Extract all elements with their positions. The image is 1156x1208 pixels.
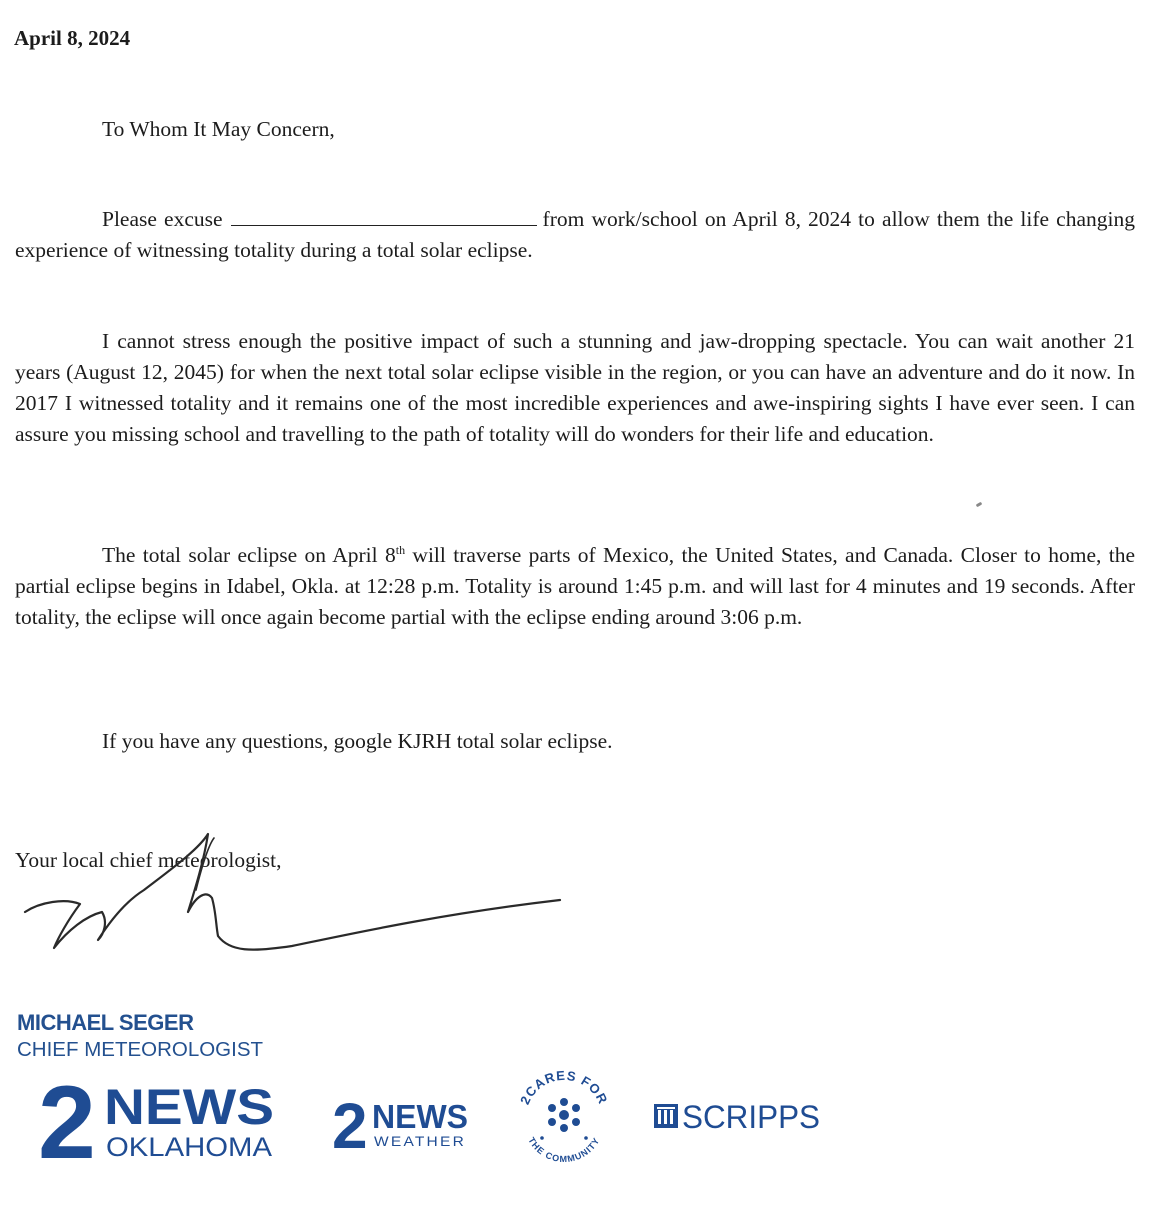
closing-line: Your local chief meteorologist, <box>15 848 282 872</box>
handwritten-signature <box>20 820 580 980</box>
scripps-mark-icon <box>654 1104 678 1128</box>
paragraph-excuse <box>15 204 1135 266</box>
logo-sub: OKLAHOMA <box>106 1132 272 1162</box>
name-blank-line <box>231 207 537 226</box>
logo-word: NEWS <box>104 1079 274 1135</box>
excuse-lead: Please excuse <box>102 207 223 231</box>
logo-word: NEWS <box>372 1098 468 1135</box>
2cares-community-seal <box>512 1064 616 1168</box>
signer-title: CHIEF METEOROLOGIST <box>17 1038 264 1061</box>
2news-weather-logo <box>332 1094 472 1152</box>
excuse-rest: from work/school on April 8, 2024 to allow them the life changing experience of witnessing totality during a total solar eclipse. <box>15 207 1135 262</box>
salutation: To Whom It May Concern, <box>102 117 335 141</box>
seal-top-text: 2CARES FOR <box>517 1067 611 1107</box>
stray-mark <box>976 502 983 508</box>
logo-number: 2 <box>332 1094 368 1152</box>
letter-date: April 8, 2024 <box>14 26 131 50</box>
signer-name: MICHAEL SEGER <box>17 1010 194 1035</box>
paragraph-eclipse-details: The total solar eclipse on April 8th will traverse parts of Mexico, the United States, and Canada. Closer to home, the partial eclipse begins in Idabel, Okla. at 12:28 p.m. Totality is around 1:45 p.m. and will last for 4 minutes and 19 seconds. After totality, the eclipse will once again become partial with the eclipse ending around 3:06 p.m. <box>15 542 1135 629</box>
2news-oklahoma-logo <box>38 1074 278 1164</box>
logo-sub: WEATHER <box>374 1133 466 1149</box>
people-circle-icon <box>548 1098 580 1132</box>
scripps-word: SCRIPPS <box>682 1099 820 1135</box>
paragraph-impact: I cannot stress enough the positive impact of such a stunning and jaw-dropping spectacle. You can wait another 21 years (August 12, 2045) for when the next total solar eclipse visible in the region, or you can have an adventure and do it now. In 2017 I witnessed totality and it remains one of the most incredible experiences and awe-inspiring sights I have ever seen. I can assure you missing school and travelling to the path of totality will do wonders for their life and education. <box>15 329 1135 446</box>
scripps-logo <box>652 1096 824 1136</box>
seal-bottom-text: THE COMMUNITY <box>526 1135 602 1165</box>
logo-number: 2 <box>38 1074 96 1164</box>
paragraph-questions: If you have any questions, google KJRH total solar eclipse. <box>102 729 613 753</box>
